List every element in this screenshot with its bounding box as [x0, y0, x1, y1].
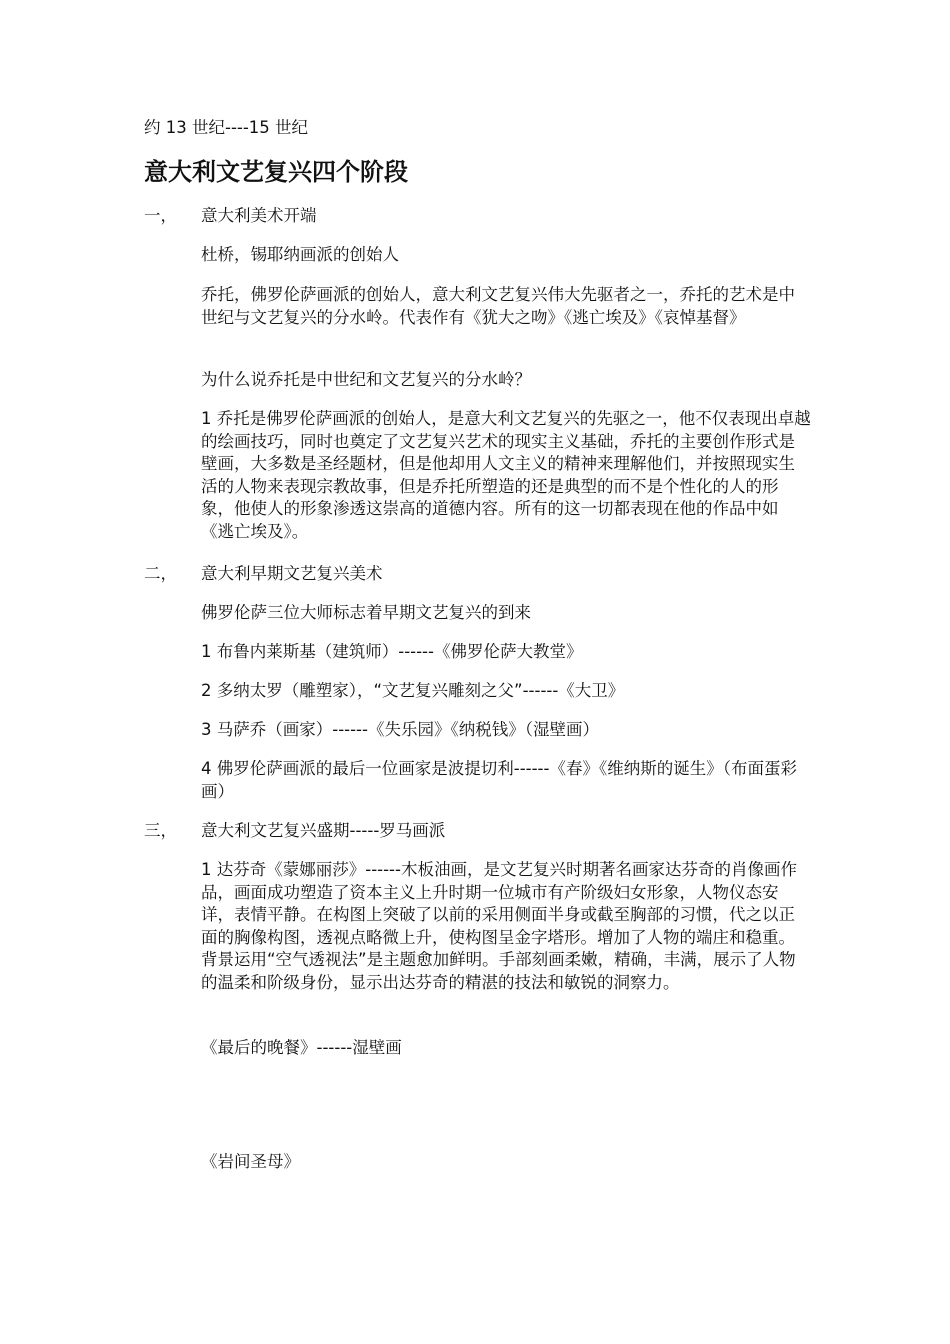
section-heading: 意大利文艺复兴盛期-----罗马画派 [201, 821, 446, 840]
paragraph: 佛罗伦萨三位大师标志着早期文艺复兴的到来 [201, 603, 531, 622]
paragraph: 1 乔托是佛罗伦萨画派的创始人，是意大利文艺复兴的先驱之一，他不仅表现出卓越的绘画技巧，同时也奠定了文艺复兴艺术的现实主义基础，乔托的主要创作形式是壁画，大多数是圣经题材，但是他却用人文主义的精神来理解他们，并按照现实生活的人物来表现宗教故事，但是乔托所塑造的还是典型的而不是个性化的人的形象，他使人的形象渗透这崇高的道德内容。所有的这一切都表现在他的作品中如《逃亡埃及》。 [201, 409, 811, 541]
section-heading: 意大利美术开端 [201, 206, 317, 225]
section-number: 三， [144, 821, 177, 840]
section-heading: 意大利早期文艺复兴美术 [201, 564, 383, 583]
paragraph: 4 佛罗伦萨画派的最后一位画家是波提切利------《春》《维纳斯的诞生》（布面蛋彩画） [201, 759, 797, 801]
section-number: 二， [144, 564, 177, 583]
page-title: 意大利文艺复兴四个阶段 [144, 158, 408, 186]
paragraph: 3 马萨乔（画家）------《失乐园》《纳税钱》（湿壁画） [201, 720, 599, 739]
paragraph: 乔托，佛罗伦萨画派的创始人，意大利文艺复兴伟大先驱者之一，乔托的艺术是中世纪与文艺复兴的分水岭。代表作有《犹大之吻》《逃亡埃及》《哀悼基督》 [201, 285, 795, 327]
period-line: 约 13 世纪----15 世纪 [144, 118, 309, 137]
section-number: 一， [144, 206, 177, 225]
paragraph: 为什么说乔托是中世纪和文艺复兴的分水岭？ [201, 370, 531, 389]
paragraph: 1 布鲁内莱斯基（建筑师）------《佛罗伦萨大教堂》 [201, 642, 583, 661]
paragraph: 《最后的晚餐》------湿壁画 [201, 1038, 402, 1057]
paragraph: 《岩间圣母》 [201, 1152, 300, 1171]
paragraph: 2 多纳太罗（雕塑家），“文艺复兴雕刻之父”------《大卫》 [201, 681, 625, 700]
paragraph: 杜桥，锡耶纳画派的创始人 [201, 245, 399, 264]
paragraph: 1 达芬奇《蒙娜丽莎》------木板油画，是文艺复兴时期著名画家达芬奇的肖像画作品，画面成功塑造了资本主义上升时期一位城市有产阶级妇女形象，人物仪态安详，表情平静。在构图上突破了以前的采用侧面半身或截至胸部的习惯，代之以正面的胸像构图，透视点略微上升，使构图呈金字塔形。增加了人物的端庄和稳重。背景运用“空气透视法”是主题愈加鲜明。手部刻画柔嫩，精确，丰满，展示了人物的温柔和阶级身份，显示出达芬奇的精湛的技法和敏锐的洞察力。 [201, 860, 797, 992]
